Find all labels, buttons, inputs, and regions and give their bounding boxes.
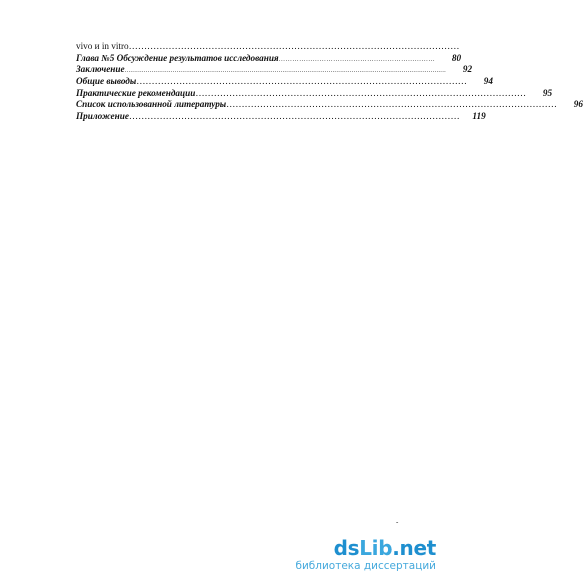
toc-entry-page: 94: [483, 76, 493, 87]
toc-entry-title: vivo и in vitro: [76, 41, 129, 51]
page-marker: -: [396, 518, 399, 526]
toc-entry-title: Заключение: [76, 64, 125, 75]
toc-entry: [76, 76, 493, 88]
toc-entry: [76, 87, 553, 100]
logo-net: .net: [392, 536, 436, 560]
toc-entry-title: Глава №5 Обсуждение результатов исследования: [76, 52, 279, 63]
toc-entry-page: 92: [462, 64, 473, 75]
table-of-contents: [76, 41, 583, 123]
toc-entry-title: Приложение: [76, 111, 129, 122]
toc-entry-title: Список использованной литературы: [76, 99, 227, 110]
logo-ds: ds: [333, 536, 360, 560]
watermark-subtitle: библиотека диссертаций: [295, 560, 436, 572]
toc-leader-dots: .......................................................................................................................................................................: [124, 67, 447, 75]
toc-leader-dots: ………………………………………………………………………………………………: [195, 87, 527, 98]
toc-entry: [76, 52, 462, 65]
toc-entry: [76, 99, 583, 111]
toc-leader-dots: ………………………………………………………………………………………………: [136, 76, 467, 87]
toc-leader-dots: ………………………………………………………………………………………………: [226, 99, 557, 110]
toc-entry-page: 95: [542, 87, 553, 98]
toc-entry-page: 119: [472, 111, 486, 122]
toc-entry-page: 96: [573, 99, 583, 110]
toc-entry-title: Практические рекомендации: [76, 87, 196, 98]
toc-leader-dots: ……………………………………………………………: [278, 55, 436, 63]
toc-leader-dots: ………………………………………………………………………………………………: [128, 41, 460, 51]
dslib-logo: [334, 536, 436, 560]
logo-lib: Lib: [359, 536, 393, 560]
toc-leader-dots: ………………………………………………………………………………………………: [128, 111, 460, 122]
toc-entry: [76, 41, 460, 53]
toc-entry-page: 80: [451, 52, 462, 63]
toc-entry: [76, 111, 486, 123]
dslib-watermark[interactable]: [295, 536, 440, 574]
toc-entry-title: Общие выводы: [76, 76, 137, 87]
toc-entry: [76, 64, 473, 76]
